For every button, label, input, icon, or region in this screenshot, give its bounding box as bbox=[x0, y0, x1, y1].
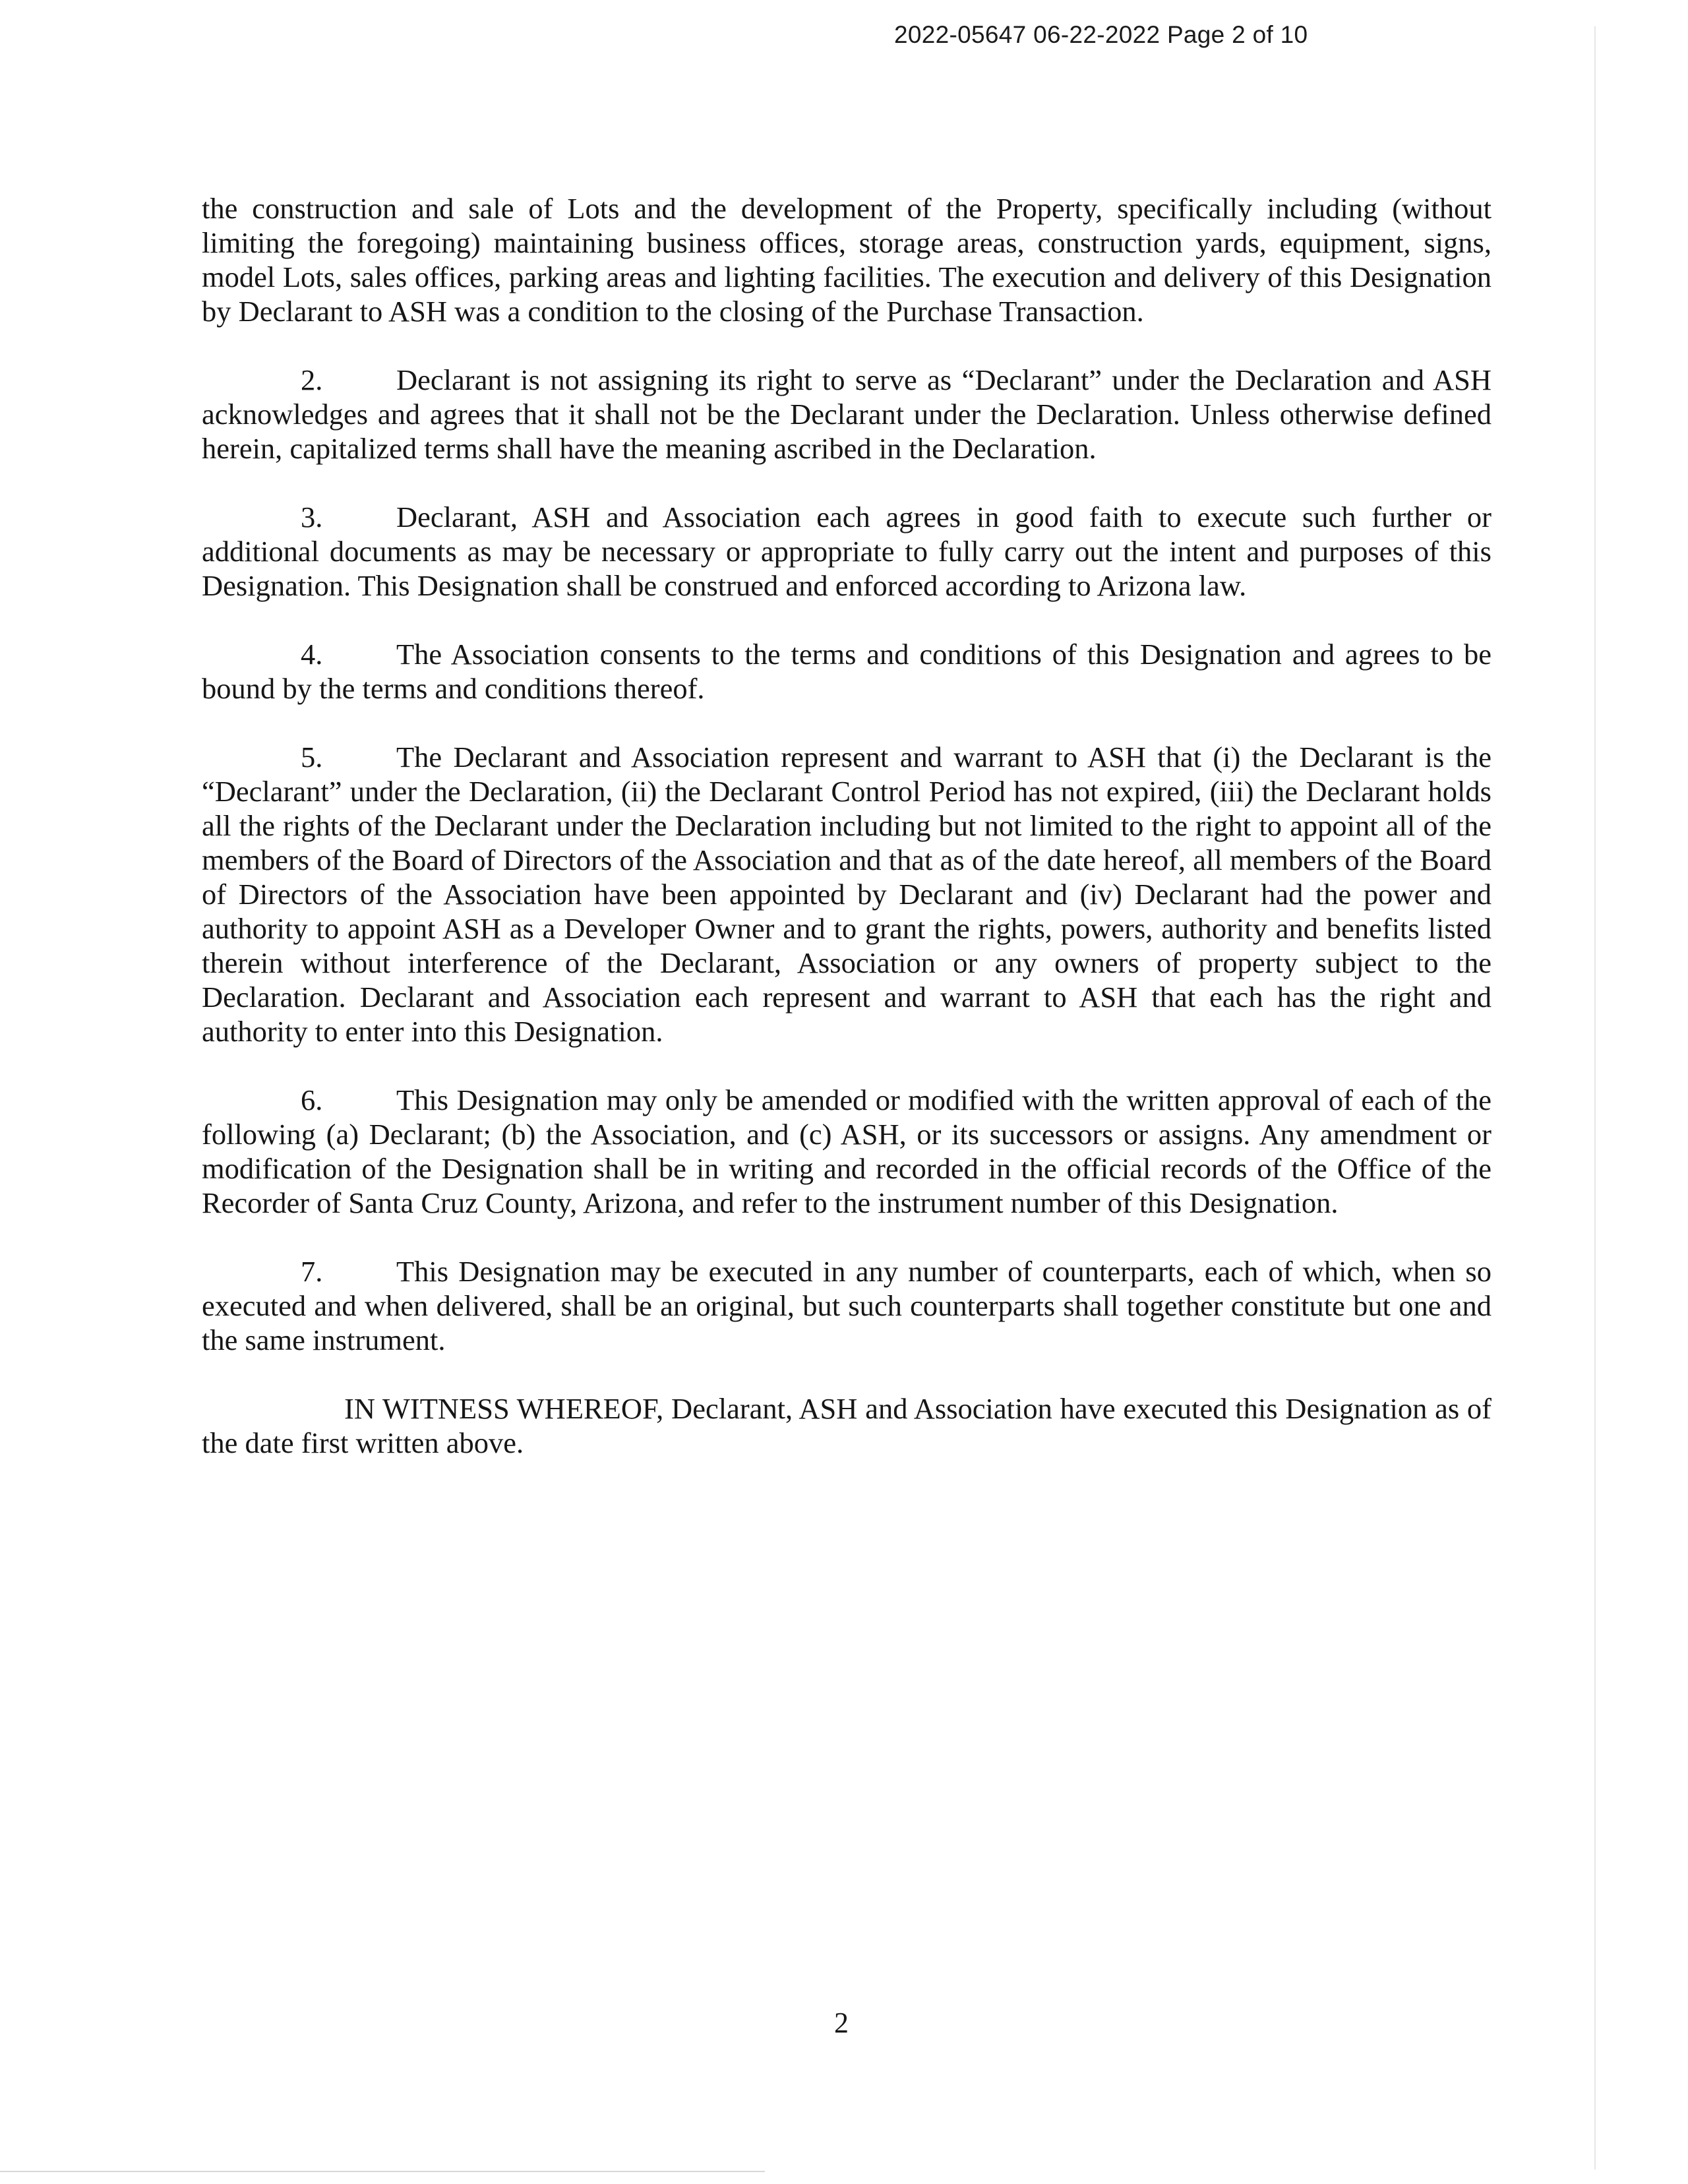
scan-edge-right bbox=[1594, 26, 1596, 2169]
paragraph-text: This Designation may only be amended or modified with the written approval of each of the following (a) Declarant; (b) the Association, and (c) ASH, or its successors or assigns. Any amendment or modification of the Designation shall be in writing and recorded in the official records of the Office of the Recorder of Santa Cruz County, Arizona, and refer to the instrument number of this Designation. bbox=[202, 1083, 1492, 1219]
paragraph-number: 3. bbox=[301, 501, 323, 533]
paragraph-number: 6. bbox=[301, 1083, 323, 1116]
recording-stamp: 2022-05647 06-22-2022 Page 2 of 10 bbox=[894, 21, 1308, 48]
paragraph-number: 2. bbox=[301, 363, 323, 396]
page-number: 2 bbox=[834, 2007, 849, 2039]
witness-clause: IN WITNESS WHEREOF, Declarant, ASH and Association have executed this Designation as of the date first written above. bbox=[202, 1392, 1492, 1459]
document-body bbox=[202, 191, 1492, 1460]
paragraph-text: This Designation may be executed in any number of counterparts, each of which, when so executed and when delivered, shall be an original, but such counterparts shall together constitute but one and the same instrument. bbox=[202, 1255, 1492, 1356]
paragraph-number: 4. bbox=[301, 638, 323, 671]
paragraph-2 bbox=[202, 363, 1492, 466]
page-number-footer bbox=[0, 2006, 1688, 2040]
paragraph-7 bbox=[202, 1254, 1492, 1357]
paragraph-number: 5. bbox=[301, 741, 323, 774]
paragraph-number: 7. bbox=[301, 1255, 323, 1288]
paragraph-text: Declarant, ASH and Association each agrees in good faith to execute such further or additional documents as may be necessary or appropriate to fully carry out the intent and purposes of this Designation. This Designation shall be construed and enforced according to Arizona law. bbox=[202, 501, 1492, 602]
paragraph-6 bbox=[202, 1083, 1492, 1220]
paragraph-4 bbox=[202, 637, 1492, 706]
paragraph-1-continuation bbox=[202, 191, 1492, 328]
paragraph-text: The Declarant and Association represent and warrant to ASH that (i) the Declarant is the “Declarant” under the Declaration, (ii) the Declarant Control Period has not expired, (iii) the Declarant holds all the rights of the Declarant under the Declaration including but not limited to the right to appoint all of the members of the Board of Directors of the Association and that as of the date hereof, all members of the Board of Directors of the Association have been appointed by Declarant and (iv) Declarant had the power and authority to appoint ASH as a Developer Owner and to grant the rights, powers, authority and benefits listed therein without interference of the Declarant, Association or any owners of property subject to the Declaration. Declarant and Association each represent and warrant to ASH that each has the right and authority to enter into this Designation. bbox=[202, 741, 1492, 1048]
paragraph-5 bbox=[202, 740, 1492, 1048]
paragraph-text: Declarant is not assigning its right to serve as “Declarant” under the Declaration and ASH acknowledges and agrees that it shall not be the Declarant under the Declaration. Unless otherwise defined herein, capitalized terms shall have the meaning ascribed in the Declaration. bbox=[202, 363, 1492, 465]
paragraph-3 bbox=[202, 500, 1492, 603]
paragraph-text: the construction and sale of Lots and the development of the Property, specifically including (without limiting the foregoing) maintaining business offices, storage areas, construction yards, equipment, signs, model Lots, sales offices, parking areas and lighting facilities. The execution and delivery of this Designation by Declarant to ASH was a condition to the closing of the Purchase Transaction. bbox=[202, 192, 1492, 328]
paragraph-text: The Association consents to the terms and conditions of this Designation and agrees to be bound by the terms and conditions thereof. bbox=[202, 638, 1492, 705]
scan-edge-bottom bbox=[0, 2171, 765, 2172]
